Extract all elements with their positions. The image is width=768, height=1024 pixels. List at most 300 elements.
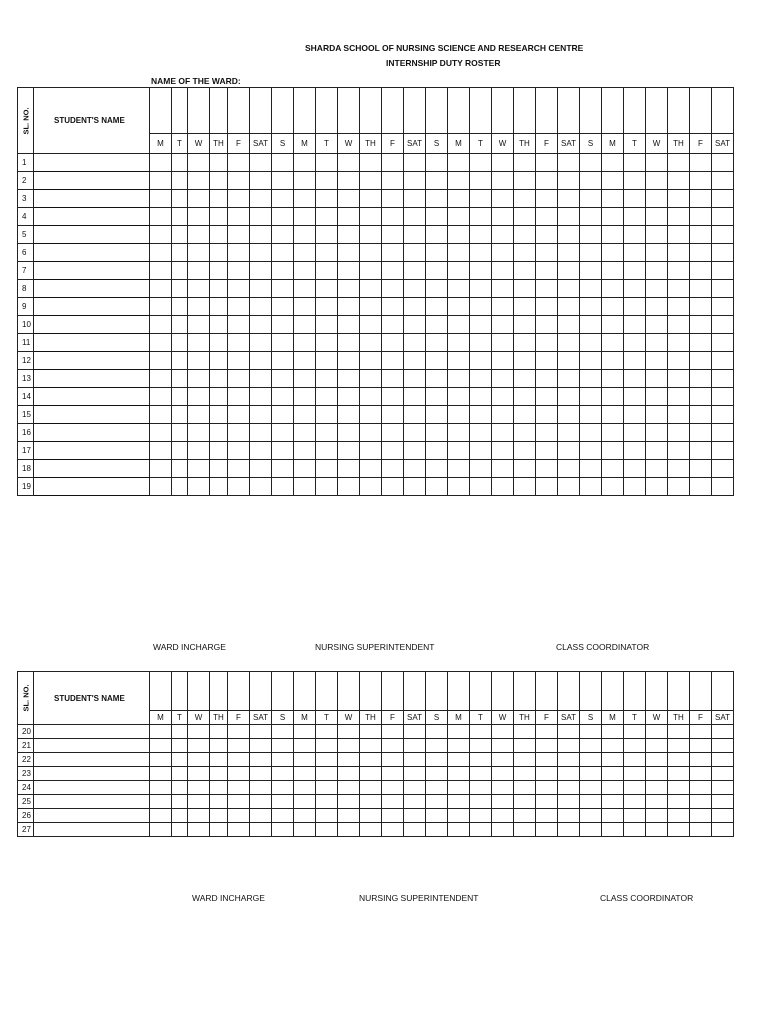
duty-cell[interactable] [624, 753, 646, 767]
student-name-cell[interactable] [34, 208, 150, 226]
student-name-cell[interactable] [34, 795, 150, 809]
duty-cell[interactable] [250, 370, 272, 388]
duty-cell[interactable] [272, 406, 294, 424]
duty-cell[interactable] [602, 262, 624, 280]
duty-cell[interactable] [690, 334, 712, 352]
duty-cell[interactable] [624, 262, 646, 280]
duty-cell[interactable] [668, 478, 690, 496]
duty-cell[interactable] [272, 767, 294, 781]
duty-cell[interactable] [668, 781, 690, 795]
duty-cell[interactable] [602, 460, 624, 478]
duty-cell[interactable] [228, 406, 250, 424]
duty-cell[interactable] [448, 370, 470, 388]
duty-cell[interactable] [272, 725, 294, 739]
duty-cell[interactable] [316, 190, 338, 208]
duty-cell[interactable] [712, 334, 734, 352]
duty-cell[interactable] [426, 280, 448, 298]
duty-cell[interactable] [250, 406, 272, 424]
duty-cell[interactable] [624, 478, 646, 496]
duty-cell[interactable] [470, 823, 492, 837]
duty-cell[interactable] [272, 334, 294, 352]
duty-cell[interactable] [492, 767, 514, 781]
duty-cell[interactable] [404, 406, 426, 424]
duty-cell[interactable] [172, 244, 188, 262]
duty-cell[interactable] [668, 406, 690, 424]
duty-cell[interactable] [558, 190, 580, 208]
duty-cell[interactable] [712, 370, 734, 388]
duty-cell[interactable] [382, 460, 404, 478]
duty-cell[interactable] [448, 739, 470, 753]
duty-cell[interactable] [448, 298, 470, 316]
duty-cell[interactable] [316, 406, 338, 424]
duty-cell[interactable] [690, 739, 712, 753]
duty-cell[interactable] [514, 781, 536, 795]
duty-cell[interactable] [580, 823, 602, 837]
duty-cell[interactable] [210, 388, 228, 406]
duty-cell[interactable] [338, 781, 360, 795]
student-name-cell[interactable] [34, 823, 150, 837]
duty-cell[interactable] [294, 795, 316, 809]
duty-cell[interactable] [690, 244, 712, 262]
duty-cell[interactable] [228, 190, 250, 208]
duty-cell[interactable] [294, 172, 316, 190]
duty-cell[interactable] [360, 298, 382, 316]
duty-cell[interactable] [250, 280, 272, 298]
duty-cell[interactable] [712, 767, 734, 781]
duty-cell[interactable] [712, 478, 734, 496]
duty-cell[interactable] [360, 208, 382, 226]
duty-cell[interactable] [602, 478, 624, 496]
duty-cell[interactable] [316, 280, 338, 298]
duty-cell[interactable] [514, 478, 536, 496]
duty-cell[interactable] [250, 795, 272, 809]
duty-cell[interactable] [448, 442, 470, 460]
duty-cell[interactable] [272, 244, 294, 262]
duty-cell[interactable] [188, 781, 210, 795]
duty-cell[interactable] [228, 316, 250, 334]
duty-cell[interactable] [536, 172, 558, 190]
duty-cell[interactable] [250, 460, 272, 478]
duty-cell[interactable] [404, 753, 426, 767]
duty-cell[interactable] [668, 370, 690, 388]
duty-cell[interactable] [558, 809, 580, 823]
duty-cell[interactable] [172, 767, 188, 781]
duty-cell[interactable] [514, 809, 536, 823]
duty-cell[interactable] [294, 244, 316, 262]
duty-cell[interactable] [172, 154, 188, 172]
duty-cell[interactable] [470, 809, 492, 823]
duty-cell[interactable] [210, 208, 228, 226]
duty-cell[interactable] [580, 190, 602, 208]
duty-cell[interactable] [536, 388, 558, 406]
duty-cell[interactable] [360, 334, 382, 352]
duty-cell[interactable] [602, 280, 624, 298]
duty-cell[interactable] [228, 244, 250, 262]
duty-cell[interactable] [338, 753, 360, 767]
duty-cell[interactable] [690, 352, 712, 370]
student-name-cell[interactable] [34, 388, 150, 406]
duty-cell[interactable] [558, 226, 580, 244]
duty-cell[interactable] [712, 460, 734, 478]
duty-cell[interactable] [492, 298, 514, 316]
duty-cell[interactable] [426, 781, 448, 795]
duty-cell[interactable] [690, 781, 712, 795]
duty-cell[interactable] [448, 823, 470, 837]
duty-cell[interactable] [536, 478, 558, 496]
duty-cell[interactable] [250, 298, 272, 316]
duty-cell[interactable] [558, 370, 580, 388]
duty-cell[interactable] [338, 739, 360, 753]
duty-cell[interactable] [228, 172, 250, 190]
duty-cell[interactable] [338, 478, 360, 496]
duty-cell[interactable] [426, 208, 448, 226]
duty-cell[interactable] [470, 352, 492, 370]
duty-cell[interactable] [690, 460, 712, 478]
duty-cell[interactable] [448, 334, 470, 352]
duty-cell[interactable] [646, 334, 668, 352]
duty-cell[interactable] [426, 316, 448, 334]
duty-cell[interactable] [492, 154, 514, 172]
duty-cell[interactable] [536, 244, 558, 262]
duty-cell[interactable] [382, 406, 404, 424]
duty-cell[interactable] [360, 316, 382, 334]
duty-cell[interactable] [382, 753, 404, 767]
duty-cell[interactable] [668, 795, 690, 809]
duty-cell[interactable] [210, 442, 228, 460]
duty-cell[interactable] [624, 316, 646, 334]
duty-cell[interactable] [294, 334, 316, 352]
student-name-cell[interactable] [34, 244, 150, 262]
duty-cell[interactable] [558, 478, 580, 496]
duty-cell[interactable] [404, 280, 426, 298]
duty-cell[interactable] [580, 226, 602, 244]
duty-cell[interactable] [602, 767, 624, 781]
duty-cell[interactable] [690, 226, 712, 244]
duty-cell[interactable] [150, 370, 172, 388]
duty-cell[interactable] [172, 226, 188, 244]
duty-cell[interactable] [338, 823, 360, 837]
duty-cell[interactable] [250, 226, 272, 244]
duty-cell[interactable] [210, 370, 228, 388]
duty-cell[interactable] [426, 190, 448, 208]
duty-cell[interactable] [470, 725, 492, 739]
student-name-cell[interactable] [34, 298, 150, 316]
duty-cell[interactable] [426, 767, 448, 781]
duty-cell[interactable] [294, 154, 316, 172]
duty-cell[interactable] [404, 244, 426, 262]
duty-cell[interactable] [250, 316, 272, 334]
student-name-cell[interactable] [34, 406, 150, 424]
duty-cell[interactable] [382, 739, 404, 753]
duty-cell[interactable] [272, 424, 294, 442]
duty-cell[interactable] [338, 406, 360, 424]
duty-cell[interactable] [188, 226, 210, 244]
duty-cell[interactable] [470, 781, 492, 795]
duty-cell[interactable] [360, 262, 382, 280]
duty-cell[interactable] [558, 767, 580, 781]
duty-cell[interactable] [602, 244, 624, 262]
duty-cell[interactable] [250, 352, 272, 370]
duty-cell[interactable] [646, 262, 668, 280]
duty-cell[interactable] [172, 316, 188, 334]
duty-cell[interactable] [492, 370, 514, 388]
duty-cell[interactable] [624, 352, 646, 370]
duty-cell[interactable] [536, 725, 558, 739]
duty-cell[interactable] [448, 208, 470, 226]
duty-cell[interactable] [188, 154, 210, 172]
duty-cell[interactable] [580, 753, 602, 767]
duty-cell[interactable] [514, 172, 536, 190]
duty-cell[interactable] [492, 226, 514, 244]
duty-cell[interactable] [514, 298, 536, 316]
duty-cell[interactable] [382, 795, 404, 809]
duty-cell[interactable] [690, 280, 712, 298]
duty-cell[interactable] [536, 226, 558, 244]
duty-cell[interactable] [624, 739, 646, 753]
duty-cell[interactable] [338, 208, 360, 226]
duty-cell[interactable] [382, 154, 404, 172]
duty-cell[interactable] [172, 370, 188, 388]
duty-cell[interactable] [294, 753, 316, 767]
duty-cell[interactable] [712, 208, 734, 226]
duty-cell[interactable] [404, 823, 426, 837]
duty-cell[interactable] [250, 172, 272, 190]
duty-cell[interactable] [294, 316, 316, 334]
duty-cell[interactable] [558, 460, 580, 478]
duty-cell[interactable] [294, 226, 316, 244]
duty-cell[interactable] [646, 388, 668, 406]
duty-cell[interactable] [210, 334, 228, 352]
duty-cell[interactable] [690, 316, 712, 334]
duty-cell[interactable] [188, 190, 210, 208]
duty-cell[interactable] [448, 280, 470, 298]
duty-cell[interactable] [404, 352, 426, 370]
duty-cell[interactable] [558, 244, 580, 262]
duty-cell[interactable] [228, 460, 250, 478]
duty-cell[interactable] [536, 208, 558, 226]
duty-cell[interactable] [514, 739, 536, 753]
duty-cell[interactable] [250, 767, 272, 781]
duty-cell[interactable] [646, 406, 668, 424]
duty-cell[interactable] [646, 154, 668, 172]
duty-cell[interactable] [316, 809, 338, 823]
duty-cell[interactable] [250, 809, 272, 823]
duty-cell[interactable] [188, 208, 210, 226]
duty-cell[interactable] [536, 781, 558, 795]
duty-cell[interactable] [690, 795, 712, 809]
duty-cell[interactable] [404, 262, 426, 280]
duty-cell[interactable] [558, 795, 580, 809]
duty-cell[interactable] [294, 781, 316, 795]
duty-cell[interactable] [580, 809, 602, 823]
duty-cell[interactable] [624, 172, 646, 190]
duty-cell[interactable] [338, 244, 360, 262]
duty-cell[interactable] [210, 725, 228, 739]
duty-cell[interactable] [316, 424, 338, 442]
duty-cell[interactable] [492, 244, 514, 262]
duty-cell[interactable] [646, 424, 668, 442]
duty-cell[interactable] [668, 226, 690, 244]
duty-cell[interactable] [338, 388, 360, 406]
duty-cell[interactable] [492, 334, 514, 352]
duty-cell[interactable] [250, 334, 272, 352]
duty-cell[interactable] [470, 739, 492, 753]
student-name-cell[interactable] [34, 767, 150, 781]
duty-cell[interactable] [294, 370, 316, 388]
duty-cell[interactable] [668, 823, 690, 837]
duty-cell[interactable] [580, 154, 602, 172]
duty-cell[interactable] [470, 172, 492, 190]
duty-cell[interactable] [272, 781, 294, 795]
duty-cell[interactable] [228, 823, 250, 837]
duty-cell[interactable] [360, 172, 382, 190]
duty-cell[interactable] [210, 406, 228, 424]
duty-cell[interactable] [690, 154, 712, 172]
duty-cell[interactable] [602, 781, 624, 795]
duty-cell[interactable] [646, 795, 668, 809]
duty-cell[interactable] [338, 190, 360, 208]
duty-cell[interactable] [382, 334, 404, 352]
duty-cell[interactable] [646, 442, 668, 460]
duty-cell[interactable] [558, 725, 580, 739]
duty-cell[interactable] [382, 226, 404, 244]
duty-cell[interactable] [228, 809, 250, 823]
duty-cell[interactable] [448, 244, 470, 262]
duty-cell[interactable] [172, 388, 188, 406]
duty-cell[interactable] [558, 424, 580, 442]
duty-cell[interactable] [172, 795, 188, 809]
duty-cell[interactable] [228, 280, 250, 298]
duty-cell[interactable] [360, 809, 382, 823]
duty-cell[interactable] [602, 442, 624, 460]
duty-cell[interactable] [514, 226, 536, 244]
student-name-cell[interactable] [34, 781, 150, 795]
duty-cell[interactable] [602, 298, 624, 316]
duty-cell[interactable] [172, 298, 188, 316]
duty-cell[interactable] [360, 370, 382, 388]
duty-cell[interactable] [470, 298, 492, 316]
duty-cell[interactable] [172, 781, 188, 795]
duty-cell[interactable] [492, 280, 514, 298]
duty-cell[interactable] [426, 406, 448, 424]
duty-cell[interactable] [172, 442, 188, 460]
duty-cell[interactable] [580, 370, 602, 388]
duty-cell[interactable] [172, 823, 188, 837]
duty-cell[interactable] [536, 262, 558, 280]
duty-cell[interactable] [690, 262, 712, 280]
duty-cell[interactable] [492, 424, 514, 442]
duty-cell[interactable] [316, 767, 338, 781]
duty-cell[interactable] [646, 460, 668, 478]
duty-cell[interactable] [188, 280, 210, 298]
duty-cell[interactable] [580, 460, 602, 478]
duty-cell[interactable] [188, 388, 210, 406]
duty-cell[interactable] [150, 244, 172, 262]
duty-cell[interactable] [448, 226, 470, 244]
duty-cell[interactable] [210, 460, 228, 478]
duty-cell[interactable] [712, 809, 734, 823]
duty-cell[interactable] [690, 767, 712, 781]
student-name-cell[interactable] [34, 316, 150, 334]
duty-cell[interactable] [272, 823, 294, 837]
duty-cell[interactable] [624, 190, 646, 208]
duty-cell[interactable] [668, 460, 690, 478]
duty-cell[interactable] [360, 388, 382, 406]
duty-cell[interactable] [426, 370, 448, 388]
duty-cell[interactable] [272, 370, 294, 388]
duty-cell[interactable] [150, 442, 172, 460]
duty-cell[interactable] [338, 809, 360, 823]
duty-cell[interactable] [470, 370, 492, 388]
duty-cell[interactable] [294, 388, 316, 406]
duty-cell[interactable] [646, 298, 668, 316]
duty-cell[interactable] [426, 226, 448, 244]
duty-cell[interactable] [294, 767, 316, 781]
duty-cell[interactable] [228, 725, 250, 739]
duty-cell[interactable] [448, 795, 470, 809]
duty-cell[interactable] [172, 352, 188, 370]
duty-cell[interactable] [448, 725, 470, 739]
duty-cell[interactable] [360, 753, 382, 767]
duty-cell[interactable] [228, 767, 250, 781]
duty-cell[interactable] [172, 208, 188, 226]
duty-cell[interactable] [580, 781, 602, 795]
duty-cell[interactable] [316, 370, 338, 388]
duty-cell[interactable] [514, 767, 536, 781]
duty-cell[interactable] [228, 208, 250, 226]
duty-cell[interactable] [150, 190, 172, 208]
duty-cell[interactable] [172, 739, 188, 753]
duty-cell[interactable] [338, 154, 360, 172]
duty-cell[interactable] [558, 442, 580, 460]
duty-cell[interactable] [404, 767, 426, 781]
duty-cell[interactable] [316, 226, 338, 244]
duty-cell[interactable] [316, 334, 338, 352]
duty-cell[interactable] [580, 424, 602, 442]
duty-cell[interactable] [536, 334, 558, 352]
duty-cell[interactable] [646, 478, 668, 496]
duty-cell[interactable] [448, 154, 470, 172]
duty-cell[interactable] [646, 190, 668, 208]
duty-cell[interactable] [690, 172, 712, 190]
duty-cell[interactable] [712, 442, 734, 460]
duty-cell[interactable] [338, 262, 360, 280]
duty-cell[interactable] [228, 739, 250, 753]
duty-cell[interactable] [558, 298, 580, 316]
duty-cell[interactable] [382, 809, 404, 823]
duty-cell[interactable] [580, 352, 602, 370]
duty-cell[interactable] [272, 460, 294, 478]
duty-cell[interactable] [316, 262, 338, 280]
duty-cell[interactable] [338, 767, 360, 781]
duty-cell[interactable] [448, 262, 470, 280]
duty-cell[interactable] [188, 334, 210, 352]
duty-cell[interactable] [210, 172, 228, 190]
duty-cell[interactable] [360, 424, 382, 442]
duty-cell[interactable] [624, 406, 646, 424]
duty-cell[interactable] [492, 753, 514, 767]
duty-cell[interactable] [210, 280, 228, 298]
student-name-cell[interactable] [34, 172, 150, 190]
duty-cell[interactable] [210, 298, 228, 316]
duty-cell[interactable] [580, 208, 602, 226]
duty-cell[interactable] [448, 767, 470, 781]
duty-cell[interactable] [448, 172, 470, 190]
duty-cell[interactable] [470, 795, 492, 809]
duty-cell[interactable] [492, 208, 514, 226]
duty-cell[interactable] [338, 352, 360, 370]
duty-cell[interactable] [294, 823, 316, 837]
